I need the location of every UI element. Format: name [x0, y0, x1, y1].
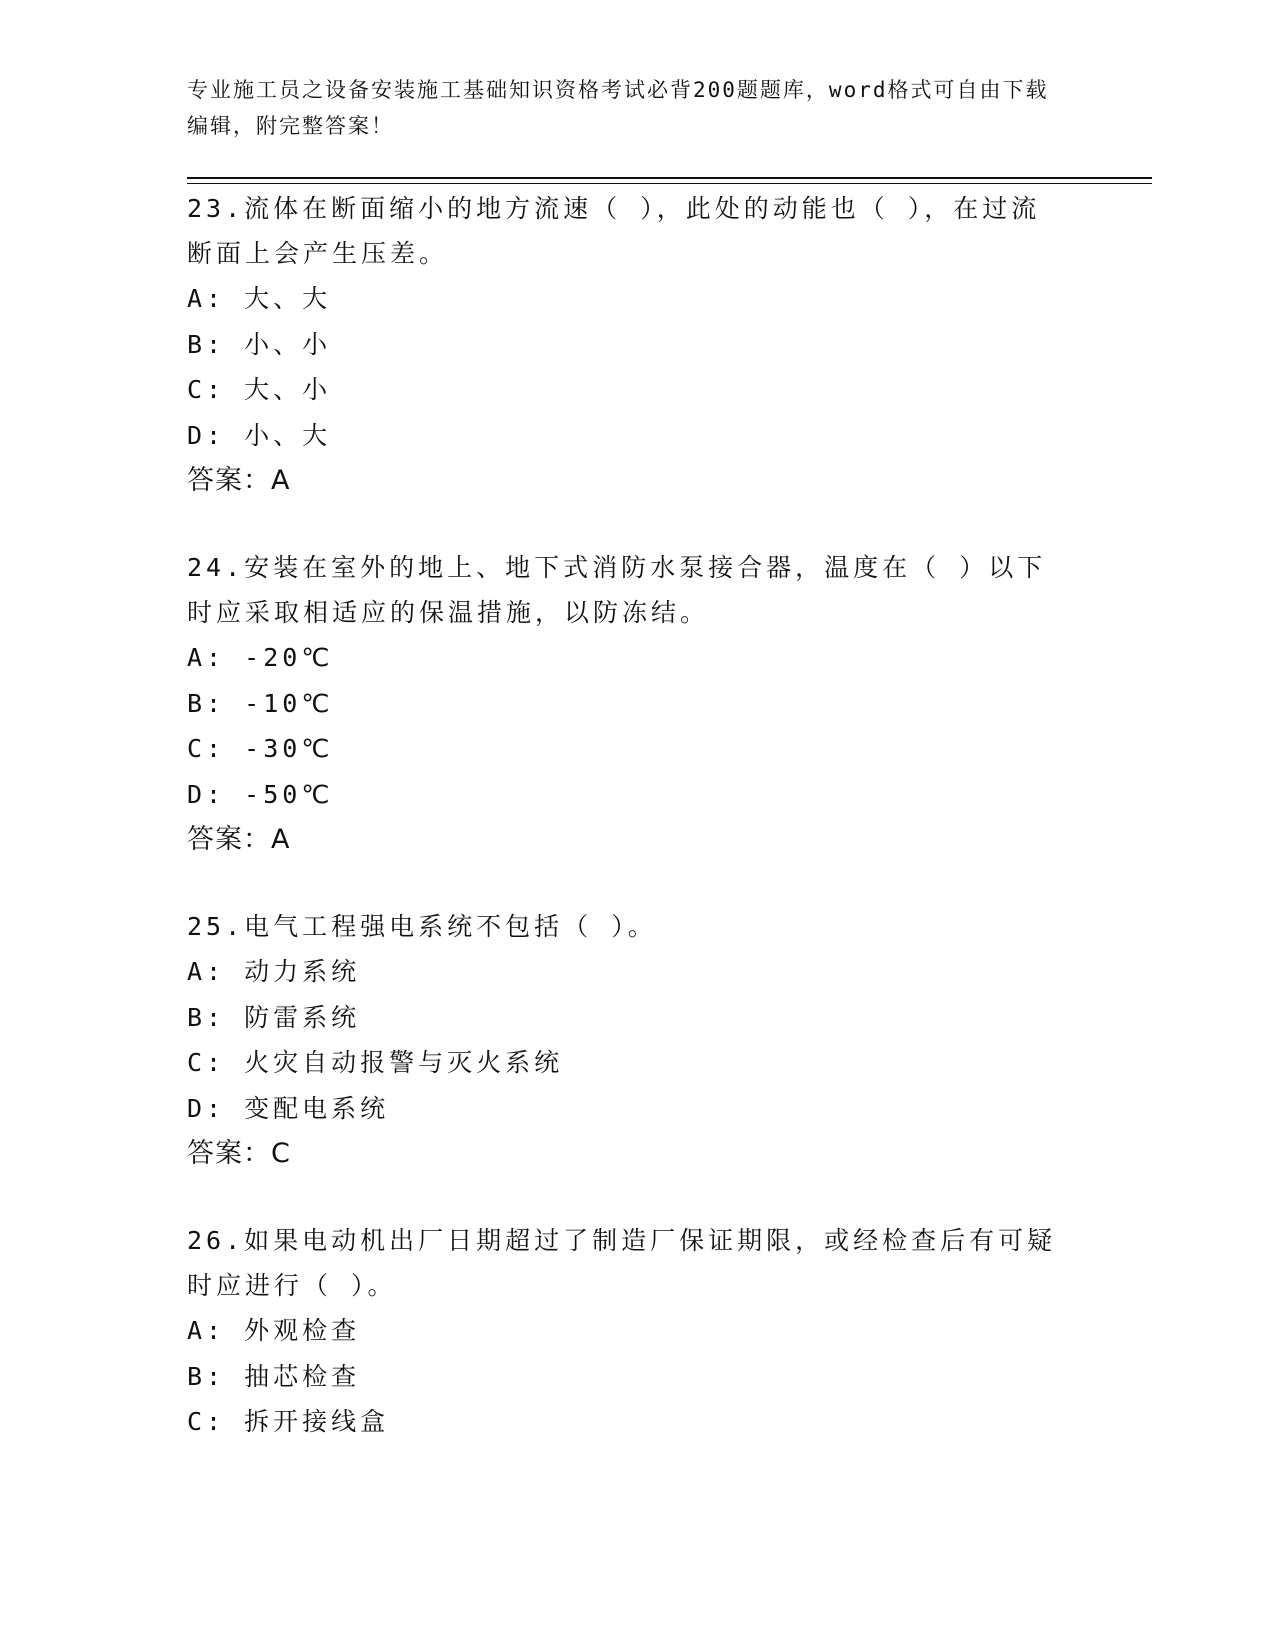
option-a — [187, 1308, 1087, 1354]
option-d — [187, 413, 1087, 459]
option-letter: C: — [187, 1407, 226, 1436]
option-a — [187, 949, 1087, 995]
question-text: 26.如果电动机出厂日期超过了制造厂保证期限，或经检查后有可疑时应进行（ ）。 — [187, 1226, 1057, 1300]
option-b — [187, 995, 1087, 1041]
answer-line: 答案：A — [187, 824, 291, 855]
option-text: -10℃ — [244, 688, 334, 718]
option-c — [187, 1399, 1087, 1445]
question-26 — [187, 1218, 1087, 1445]
question-list — [187, 186, 1087, 1487]
option-text: -30℃ — [244, 734, 334, 763]
option-text: 变配电系统 — [244, 1093, 390, 1123]
option-text: 防雷系统 — [244, 1002, 361, 1032]
option-letter: C: — [187, 1048, 226, 1077]
option-a — [187, 635, 1087, 681]
question-text: 23.流体在断面缩小的地方流速（ ），此处的动能也（ ），在过流断面上会产生压差。 — [187, 194, 1041, 268]
answer-line: 答案：C — [187, 1138, 291, 1169]
option-c — [187, 1040, 1087, 1086]
option-letter: B: — [187, 688, 226, 718]
option-text: -50℃ — [244, 779, 334, 809]
option-letter: A: — [187, 643, 226, 672]
option-b — [187, 681, 1087, 727]
option-letter: A: — [187, 284, 226, 313]
option-text: 小、小 — [244, 329, 332, 359]
question-24 — [187, 545, 1087, 862]
option-text: 火灾自动报警与灭火系统 — [244, 1048, 564, 1077]
option-text: 外观检查 — [244, 1316, 361, 1345]
option-a — [187, 276, 1087, 322]
option-letter: A: — [187, 957, 226, 986]
option-text: -20℃ — [244, 643, 334, 672]
option-letter: D: — [187, 1093, 226, 1123]
header-divider-thin — [187, 183, 1152, 184]
question-text: 25.电气工程强电系统不包括（ ）。 — [187, 912, 657, 941]
answer-line: 答案：A — [187, 465, 291, 496]
option-text: 大、大 — [244, 284, 332, 313]
option-text: 动力系统 — [244, 957, 361, 986]
document-title: 专业施工员之设备安装施工基础知识资格考试必背200题题库，word格式可自由下载编辑，附完整答案！ — [187, 78, 1049, 138]
option-text: 拆开接线盒 — [244, 1407, 390, 1436]
option-d — [187, 772, 1087, 818]
question-text: 24.安装在室外的地上、地下式消防水泵接合器，温度在（ ）以下时应采取相适应的保温措施，以防冻结。 — [187, 553, 1047, 627]
option-letter: C: — [187, 375, 226, 404]
option-text: 小、大 — [244, 420, 332, 450]
option-b — [187, 1354, 1087, 1400]
option-c — [187, 367, 1087, 413]
option-c — [187, 726, 1087, 772]
option-text: 抽芯检查 — [244, 1361, 361, 1391]
question-23 — [187, 186, 1087, 503]
option-letter: C: — [187, 734, 226, 763]
option-letter: D: — [187, 420, 226, 450]
option-text: 大、小 — [244, 375, 332, 404]
header-divider-thick — [187, 177, 1152, 179]
option-letter: A: — [187, 1316, 226, 1345]
option-b — [187, 322, 1087, 368]
option-d — [187, 1086, 1087, 1132]
option-letter: B: — [187, 329, 226, 359]
option-letter: B: — [187, 1361, 226, 1391]
option-letter: B: — [187, 1002, 226, 1032]
option-letter: D: — [187, 779, 226, 809]
question-25 — [187, 904, 1087, 1176]
